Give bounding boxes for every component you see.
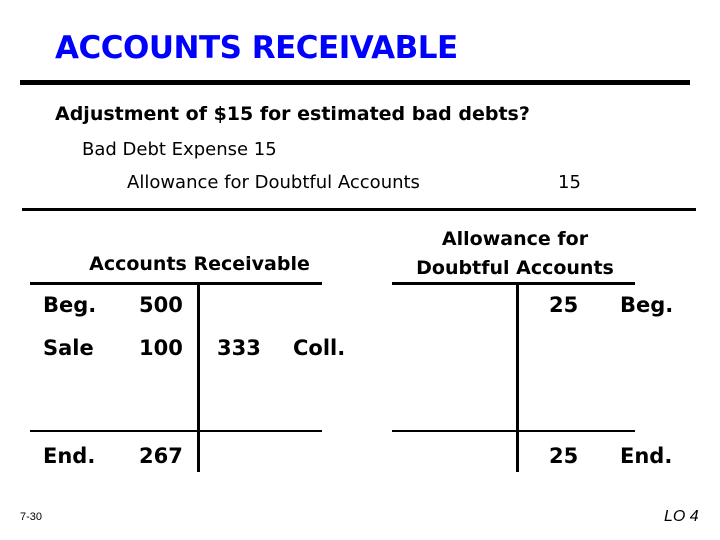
title-underline xyxy=(20,80,690,85)
allowance-t-account-top-line xyxy=(392,282,635,285)
ar-coll-label: Coll. xyxy=(293,336,346,360)
debit-amount: 15 xyxy=(253,139,277,160)
ar-sale-label: Sale xyxy=(43,336,94,360)
allowance-heading-line1: Allowance for xyxy=(441,228,589,250)
debit-account: Bad Debt Expense xyxy=(82,139,249,160)
allowance-end-label: End. xyxy=(620,444,673,468)
allowance-t-account-heading xyxy=(390,225,640,283)
page-title: ACCOUNTS RECEIVABLE xyxy=(55,30,458,66)
slide-number: 7-30 xyxy=(20,511,43,523)
allowance-t-account-vertical-line xyxy=(516,282,519,472)
journal-debit-line xyxy=(82,139,277,160)
ar-end-label: End. xyxy=(43,444,96,468)
adjustment-question: Adjustment of $15 for estimated bad debts? xyxy=(55,103,530,125)
allowance-beg-value: 25 xyxy=(549,293,579,317)
ar-sale-value: 100 xyxy=(139,336,183,360)
section-divider xyxy=(22,208,696,211)
ar-beg-label: Beg. xyxy=(43,293,97,317)
learning-objective: LO 4 xyxy=(664,508,699,525)
allowance-heading-line2: Doubtful Accounts xyxy=(416,257,614,279)
credit-account: Allowance for Doubtful Accounts xyxy=(127,172,420,193)
ar-t-account-top-line xyxy=(30,282,322,285)
credit-amount: 15 xyxy=(558,172,581,193)
ar-end-value: 267 xyxy=(139,444,183,468)
allowance-t-account-total-line xyxy=(392,430,635,432)
ar-t-account-total-line xyxy=(30,430,322,432)
allowance-end-value: 25 xyxy=(549,444,579,468)
ar-coll-value: 333 xyxy=(217,336,261,360)
ar-t-account-heading: Accounts Receivable xyxy=(89,253,310,275)
ar-t-account-vertical-line xyxy=(197,282,200,472)
allowance-beg-label: Beg. xyxy=(620,293,674,317)
ar-beg-value: 500 xyxy=(139,293,183,317)
